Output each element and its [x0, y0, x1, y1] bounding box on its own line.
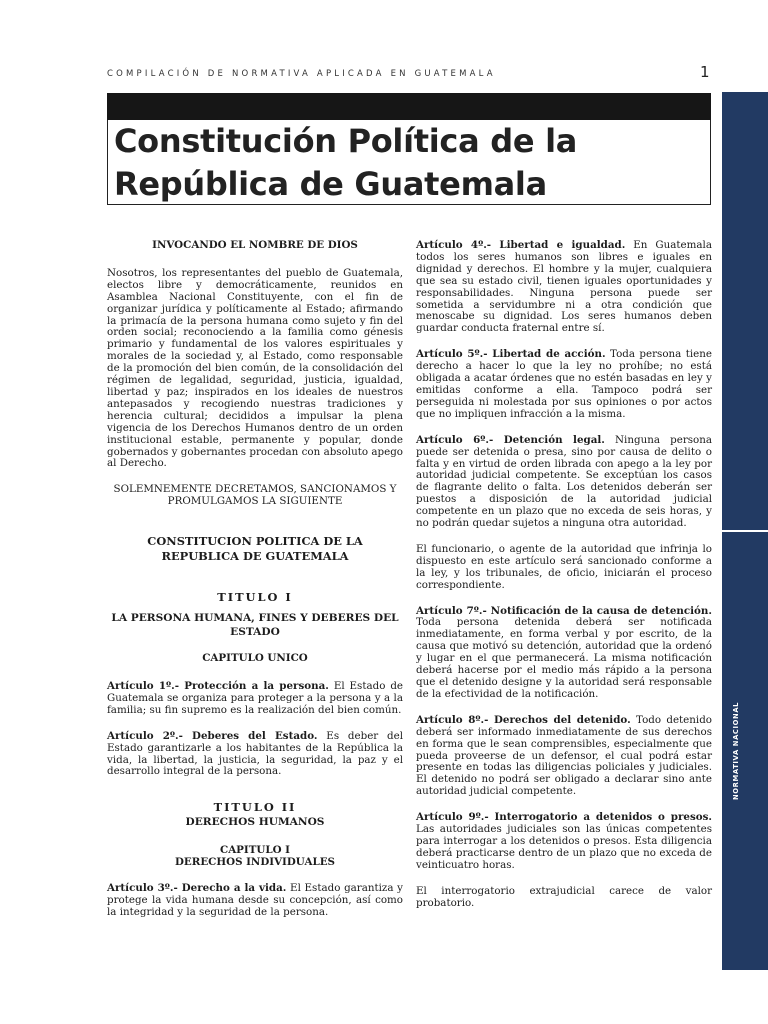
sidebar-label: NORMATIVA NACIONAL — [732, 701, 740, 800]
article-9-lead: Artículo 9º.- Interrogatorio a detenidos o presos. — [416, 811, 712, 824]
title-1-name: LA PERSONA HUMANA, FINES Y DEBERES DEL ESTADO — [111, 612, 399, 639]
decree-statement: SOLEMNEMENTE DECRETAMOS, SANCIONAMOS Y PROMULGAMOS LA SIGUIENTE — [113, 483, 397, 508]
sidebar-divider — [722, 530, 768, 532]
article-8 — [416, 715, 712, 798]
article-5-lead: Artículo 5º.- Libertad de acción. — [416, 348, 606, 361]
article-5-text: Toda persona tiene derecho a hacer lo que la ley no prohíbe; no está obligada a acatar órdenes que no estén basadas en ley y emitidas conforme a ella. Tampoco podrá ser perseguida ni molestada por sus opiniones o por actos que no impliquen infracción a la misma. — [416, 348, 712, 420]
article-8-lead: Artículo 8º.- Derechos del detenido. — [416, 713, 631, 726]
article-2 — [107, 731, 403, 779]
article-4-lead: Artículo 4º.- Libertad e igualdad. — [416, 239, 626, 251]
article-9 — [416, 812, 712, 872]
article-6-lead: Artículo 6º.- Detención legal. — [416, 433, 605, 446]
article-1-lead: Artículo 1º.- Protección a la persona. — [107, 680, 329, 693]
article-7 — [416, 606, 712, 701]
article-1 — [107, 681, 403, 717]
title-1-label: TITULO I — [217, 590, 293, 605]
article-4 — [416, 240, 712, 335]
document-title-line-1: Constitución Política de la — [114, 122, 578, 160]
constitution-heading: CONSTITUCION POLITICA DE LA REPUBLICA DE GUATEMALA — [147, 534, 363, 564]
article-5 — [416, 349, 712, 420]
right-column — [416, 240, 712, 924]
article-7-text: Toda persona detenida deberá ser notificada inmediatamente, en forma verbal y por escrito, de la causa que motivó su detención, autoridad que la ordenó y lugar en el que permanecerá. La misma notificación deberá hacerse por el medio más rápido a la persona que el detenido designe y la autoridad será responsable de la efectividad de la notificación. — [416, 616, 712, 700]
article-6-text: Ninguna persona puede ser detenida o presa, sino por causa de delito o falta y en virtud de orden librada con apego a la ley por autoridad judicial competente. Se exceptúan los casos de flagrante delito o falta. Los detenidos deberán ser puestos a disposición de la autoridad judicial competente en un plazo que no exceda de seis horas, y no podrán quedar sujetos a ninguna otra autoridad. — [416, 433, 712, 530]
title-2-name: DERECHOS HUMANOS — [185, 816, 325, 829]
page-number: 1 — [700, 63, 710, 81]
article-3 — [107, 883, 403, 919]
article-1-text: El Estado de Guatemala se organiza para proteger a la persona y a la familia; su fin supremo es la realización del bien común. — [107, 680, 404, 716]
article-4-text: En Guatemala todos los seres humanos son libres e iguales en dignidad y derechos. El hombre y la mujer, cualquiera que sea su estado civil, tienen iguales oportunidades y responsabilidades. Ninguna persona puede ser sometida a servidumbre ni a otra condición que menoscabe su dignidad. Los seres humanos deben guardar conducta fraternal entre sí. — [416, 239, 712, 335]
running-header: COMPILACIÓN DE NORMATIVA APLICADA EN GUATEMALA — [107, 69, 496, 79]
article-2-lead: Artículo 2º.- Deberes del Estado. — [107, 729, 318, 742]
article-3-text: El Estado garantiza y protege la vida humana desde su concepción, así como la integridad y la seguridad de la persona. — [107, 882, 403, 918]
article-6 — [416, 435, 712, 530]
left-column — [107, 240, 403, 933]
chapter-1-label: CAPITULO I — [220, 844, 290, 857]
article-7-lead: Artículo 7º.- Notificación de la causa de detención. — [416, 604, 712, 617]
title-2-label: TITULO II — [213, 800, 297, 815]
article-2-text: Es deber del Estado garantizarle a los habitantes de la República la vida, la libertad, la justicia, la seguridad, la paz y el desarrollo integral de la persona. — [107, 729, 404, 778]
title-bar — [107, 93, 711, 120]
article-8-text: Todo detenido deberá ser informado inmediatamente de sus derechos en forma que le sean comprensibles, especialmente que pueda proveerse de un defensor, el cual podrá estar presente en todas las diligencias policiales y judiciales. El detenido no podrá ser obligado a declarar sino ante autoridad judicial competente. — [416, 713, 712, 798]
article-9-paragraph-2: El interrogatorio extrajudicial carece de valor probatorio. — [416, 884, 712, 909]
chapter-unico-heading: CAPITULO UNICO — [202, 652, 308, 665]
document-title — [114, 120, 714, 206]
chapter-1-name: DERECHOS INDIVIDUALES — [175, 856, 335, 869]
article-6-paragraph-2: El funcionario, o agente de la autoridad que infrinja lo dispuesto en este artículo será sancionado conforme a la ley, y los tribunales, de oficio, iniciarán el proceso correspondiente. — [416, 542, 712, 591]
invocation-heading: INVOCANDO EL NOMBRE DE DIOS — [152, 239, 358, 251]
article-9-text: Las autoridades judiciales son las únicas competentes para interrogar a los detenidos o presos. Esta diligencia deberá practicarse dentro de un plazo que no exceda de veinticuatro horas. — [416, 823, 712, 871]
preamble-paragraph: Nosotros, los representantes del pueblo de Guatemala, electos libre y democráticamente, reunidos en Asamblea Nacional Constituyente, con el fin de organizar jurídica y políticamente al Estado; afirmando la primacía de la persona humana como sujeto y fin del orden social; reconociendo a la familia como génesis primario y fundamental de los valores espirituales y morales de la sociedad y, al Estado, como responsable de la promoción del bien común, de la consolidación del régimen de legalidad, seguridad, justicia, igualdad, libertad y paz; inspirados en los ideales de nuestros antepasados y recogiendo nuestras tradiciones y herencia cultural; decididos a impulsar la plena vigencia de los Derechos Humanos dentro de un orden institucional estable, permanente y popular, donde gobernados y gobernantes procedan con absoluto apego al Derecho. — [107, 266, 403, 470]
article-3-lead: Artículo 3º.- Derecho a la vida. — [107, 882, 287, 895]
document-title-line-2: República de Guatemala — [114, 165, 547, 203]
